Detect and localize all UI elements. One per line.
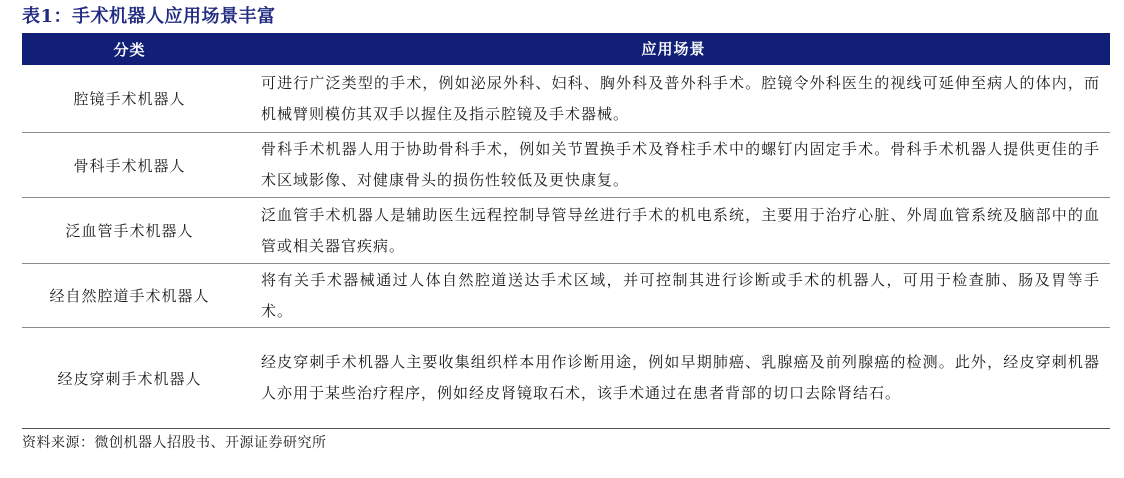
row-category: 腔镜手术机器人 [73, 90, 186, 108]
row-description: 经皮穿刺手术机器人主要收集组织样本用作诊断用途，例如早期肺癌、乳腺癌及前列腺癌的检测。此外，经皮穿刺机器人亦用于某些治疗程序，例如经皮肾镜取石术，该手术通过在患者背部的切口去除肾结石。 [261, 353, 1100, 402]
table-row [22, 65, 1110, 132]
surgical-robot-table [22, 33, 1110, 429]
table-header [22, 33, 1110, 65]
source-note: 资料来源：微创机器人招股书、开源证券研究所 [22, 435, 327, 451]
table-row [22, 263, 1110, 327]
table-row [22, 197, 1110, 263]
header-category: 分类 [113, 40, 146, 59]
row-category: 骨科手术机器人 [73, 156, 186, 175]
row-category: 经皮穿刺手术机器人 [57, 369, 202, 388]
table-body [22, 65, 1110, 428]
table-row [22, 132, 1110, 197]
row-category: 泛血管手术机器人 [65, 222, 194, 240]
header-application: 应用场景 [641, 39, 706, 58]
row-description: 可进行广泛类型的手术，例如泌尿外科、妇科、胸外科及普外科手术。腔镜令外科医生的视线可延伸至病人的体内，而机械臂则模仿其双手以握住及指示腔镜及手术器械。 [261, 73, 1100, 123]
row-description: 将有关手术器械通过人体自然腔道送达手术区域，并可控制其进行诊断或手术的机器人，可用于检查肺、肠及胃等手术。 [261, 270, 1100, 320]
row-description: 泛血管手术机器人是辅助医生远程控制导管导丝进行手术的机电系统，主要用于治疗心脏、外周血管系统及脑部中的血管或相关器官疾病。 [261, 205, 1100, 255]
table-title: 表1：手术机器人应用场景丰富 [22, 6, 276, 27]
row-category: 经自然腔道手术机器人 [49, 287, 210, 305]
table-row [22, 327, 1110, 428]
row-description: 骨科手术机器人用于协助骨科手术，例如关节置换手术及脊柱手术中的螺钉内固定手术。骨科手术机器人提供更佳的手术区域影像、对健康骨头的损伤性较低及更快康复。 [261, 140, 1100, 189]
